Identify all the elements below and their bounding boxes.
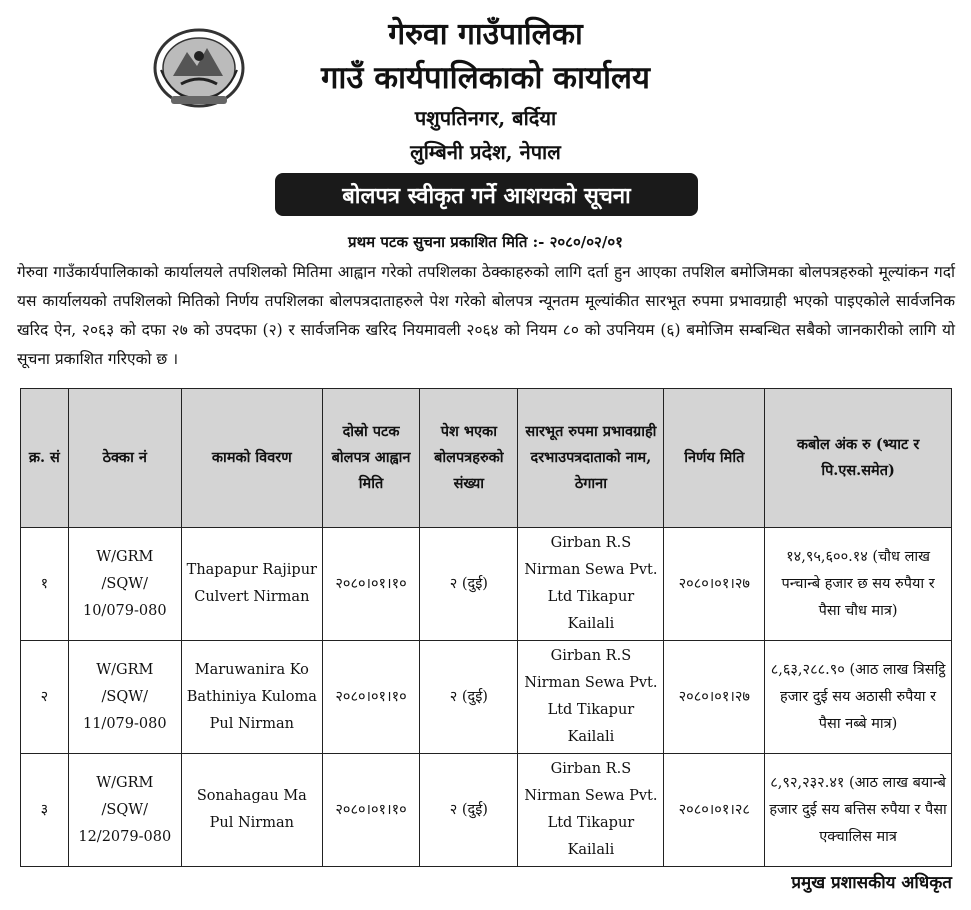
header-bidder: सारभूत रुपमा प्रभावग्राही दरभाउपत्रदाताको नाम, ठेगाना	[518, 389, 664, 528]
tender-table	[20, 388, 952, 867]
cell-invite-date: २०८०।०१।१०	[322, 754, 420, 867]
table-row	[21, 528, 952, 641]
province-country: लुम्बिनी प्रदेश, नेपाल	[410, 140, 561, 164]
cell-bidder: Girban R.S Nirman Sewa Pvt. Ltd Tikapur Kailali	[518, 754, 664, 867]
cell-decision-date: २०८०।०१।२७	[664, 641, 765, 754]
table-row	[21, 754, 952, 867]
office-address: पशुपतिनगर, बर्दिया	[414, 106, 557, 130]
header-description: कामको विवरण	[181, 389, 322, 528]
table-row	[21, 641, 952, 754]
table-header-row	[21, 389, 952, 528]
office-name: गाउँ कार्यपालिकाको कार्यालय	[320, 60, 651, 96]
cell-invite-date: २०८०।०१।१०	[322, 641, 420, 754]
notice-title-banner: बोलपत्र स्वीकृत गर्ने आशयको सूचना	[275, 173, 698, 216]
cell-amount: ८,९२,२३२.४१ (आठ लाख बयान्बे हजार दुई सय बत्तिस रुपैया र पैसा एक्चालिस मात्र	[765, 754, 952, 867]
cell-contract-no: W/GRM /SQW/ 10/079-080	[68, 528, 181, 641]
header-sn: क्र. सं	[21, 389, 69, 528]
header-contract-no: ठेक्का नं	[68, 389, 181, 528]
cell-sn: ३	[21, 754, 69, 867]
header-amount: कबोल अंक रु (भ्याट र पि.एस.समेत)	[765, 389, 952, 528]
cell-invite-date: २०८०।०१।१०	[322, 528, 420, 641]
cell-sn: २	[21, 641, 69, 754]
cell-bidder: Girban R.S Nirman Sewa Pvt. Ltd Tikapur Kailali	[518, 528, 664, 641]
signatory-title: प्रमुख प्रशासकीय अधिकृत	[791, 873, 952, 893]
cell-bids: २ (दुई)	[420, 641, 518, 754]
header-invite-date: दोस्रो पटक बोलपत्र आह्वान मिति	[322, 389, 420, 528]
cell-contract-no: W/GRM /SQW/ 12/2079-080	[68, 754, 181, 867]
publish-date: प्रथम पटक सुचना प्रकाशित मिति :- २०८०/०२/०१	[348, 233, 623, 251]
cell-description: Sonahagau Ma Pul Nirman	[181, 754, 322, 867]
cell-description: Thapapur Rajipur Culvert Nirman	[181, 528, 322, 641]
cell-bids: २ (दुई)	[420, 528, 518, 641]
cell-amount: १४,९५,६००.१४ (चौध लाख पन्चान्बे हजार छ सय रुपैया र पैसा चौध मात्र)	[765, 528, 952, 641]
cell-bids: २ (दुई)	[420, 754, 518, 867]
cell-amount: ८,६३,२८८.९० (आठ लाख त्रिसट्ठि हजार दुई सय अठासी रुपैया र पैसा नब्बे मात्र)	[765, 641, 952, 754]
notice-paragraph: गेरुवा गाउँकार्यपालिकाको कार्यालयले तपशिलको मितिमा आह्वान गरेको तपशिलका ठेक्काहरुको लागि दर्ता हुन आएका तपशिल बमोजिमका बोलपत्रहरुको मूल्यांकन गर्दा यस कार्यालयको तपशिलको मितिको निर्णय तपशिलका बोलपत्रदाताहरुले पेश गरेको बोलपत्र न्यूनतम मूल्यांकीत सारभूत रुपमा प्रभावग्राही भएको पाइएकोले सार्वजनिक खरिद ऐन, २०६३ को दफा २७ को उपदफा (२) र सार्वजनिक खरिद नियमावली २०६४ को नियम ८० को उपनियम (६) बमोजिम सम्बन्धित सबैको जानकारीको लागि यो सूचना प्रकाशित गरिएको छ ।	[17, 263, 955, 368]
cell-decision-date: २०८०।०१।२८	[664, 754, 765, 867]
cell-bidder: Girban R.S Nirman Sewa Pvt. Ltd Tikapur Kailali	[518, 641, 664, 754]
cell-decision-date: २०८०।०१।२७	[664, 528, 765, 641]
municipality-name: गेरुवा गाउँपालिका	[388, 17, 583, 52]
cell-description: Maruwanira Ko Bathiniya Kuloma Pul Nirman	[181, 641, 322, 754]
notice-page	[9, 4, 962, 904]
cell-sn: १	[21, 528, 69, 641]
header-bids: पेश भएका बोलपत्रहरुको संख्या	[420, 389, 518, 528]
header-decision-date: निर्णय मिति	[664, 389, 765, 528]
cell-contract-no: W/GRM /SQW/ 11/079-080	[68, 641, 181, 754]
